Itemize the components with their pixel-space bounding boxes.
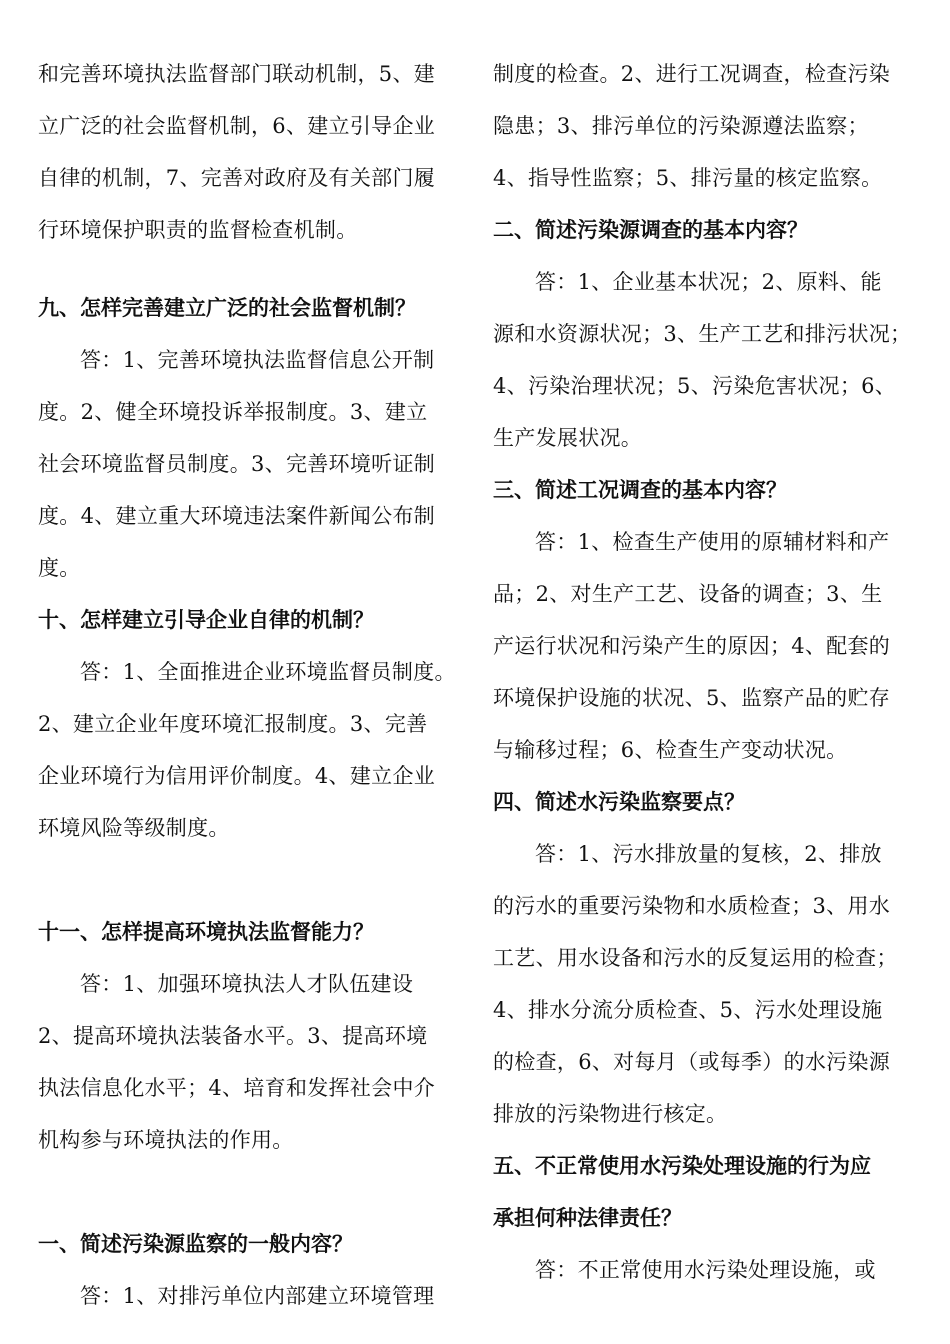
text-line: 行环境保护职责的监督检查机制。 [38,218,358,242]
question-heading-10: 十、怎样建立引导企业自律的机制？ [38,608,374,632]
answer-line: 答：1、加强环境执法人才队伍建设 [80,972,414,996]
answer-line: 2、建立企业年度环境汇报制度。3、完善 [38,712,428,736]
spacer [38,1166,468,1192]
answer-line: 环境风险等级制度。 [38,816,230,840]
answer-line: 机构参与环境执法的作用。 [38,1128,294,1152]
section-heading-3: 三、简述工况调查的基本内容？ [493,478,787,502]
answer-line: 答：1、企业基本状况；2、原料、能 [535,270,882,294]
answer-line: 执法信息化水平；4、培育和发挥社会中介 [38,1076,436,1100]
answer-line: 答：不正常使用水污染处理设施，或 [535,1258,876,1282]
answer-line: 度。4、建立重大环境违法案件新闻公布制 [38,504,436,528]
answer-line: 4、污染治理状况；5、污染危害状况；6、 [493,374,897,398]
section-heading-4: 四、简述水污染监察要点？ [493,790,745,814]
answer-line: 答：1、全面推进企业环境监督员制度。 [80,660,456,684]
answer-line: 产运行状况和污染产生的原因；4、配套的 [493,634,891,658]
answer-line: 答：1、对排污单位内部建立环境管理 [80,1284,435,1308]
answer-line: 社会环境监督员制度。3、完善环境听证制 [38,452,436,476]
section-heading-1: 一、简述污染源监察的一般内容？ [38,1232,353,1256]
answer-line: 2、提高环境执法装备水平。3、提高环境 [38,1024,428,1048]
answer-line: 与输移过程；6、检查生产变动状况。 [493,738,848,762]
question-heading-9: 九、怎样完善建立广泛的社会监督机制？ [38,296,416,320]
answer-line: 答：1、完善环境执法监督信息公开制 [80,348,435,372]
section-heading-2: 二、简述污染源调查的基本内容？ [493,218,808,242]
section-heading-5-cont: 承担何种法律责任？ [493,1206,682,1230]
answer-line: 度。 [38,556,81,580]
right-column [493,48,918,1296]
text-line: 4、指导性监察；5、排污量的核定监察。 [493,166,883,190]
answer-line: 企业环境行为信用评价制度。4、建立企业 [38,764,436,788]
answer-line: 的检查，6、对每月（或每季）的水污染源 [493,1050,891,1074]
answer-line: 答：1、检查生产使用的原辅材料和产 [535,530,890,554]
spacer [38,1192,468,1218]
answer-line: 4、排水分流分质检查、5、污水处理设施 [493,998,883,1022]
answer-line: 的污水的重要污染物和水质检查；3、用水 [493,894,891,918]
spacer [38,256,468,282]
text-line: 制度的检查。2、进行工况调查，检查污染 [493,62,891,86]
answer-line: 度。2、健全环境投诉举报制度。3、建立 [38,400,428,424]
answer-line: 品；2、对生产工艺、设备的调查；3、生 [493,582,883,606]
answer-line: 排放的污染物进行核定。 [493,1102,728,1126]
text-line: 立广泛的社会监督机制，6、建立引导企业 [38,114,436,138]
answer-line: 答：1、污水排放量的复核，2、排放 [535,842,882,866]
answer-line: 源和水资源状况；3、生产工艺和排污状况； [493,322,912,346]
text-line: 隐患；3、排污单位的污染源遵法监察； [493,114,869,138]
text-line: 自律的机制，7、完善对政府及有关部门履 [38,166,436,190]
spacer [38,880,468,906]
text-line: 和完善环境执法监督部门联动机制，5、建 [38,62,436,86]
section-heading-5: 五、不正常使用水污染处理设施的行为应 [493,1154,871,1178]
question-heading-11: 十一、怎样提高环境执法监督能力？ [38,920,374,944]
left-column [38,48,468,1322]
spacer [38,854,468,880]
answer-line: 工艺、用水设备和污水的反复运用的检查； [493,946,898,970]
answer-line: 环境保护设施的状况、5、监察产品的贮存 [493,686,891,710]
answer-line: 生产发展状况。 [493,426,643,450]
